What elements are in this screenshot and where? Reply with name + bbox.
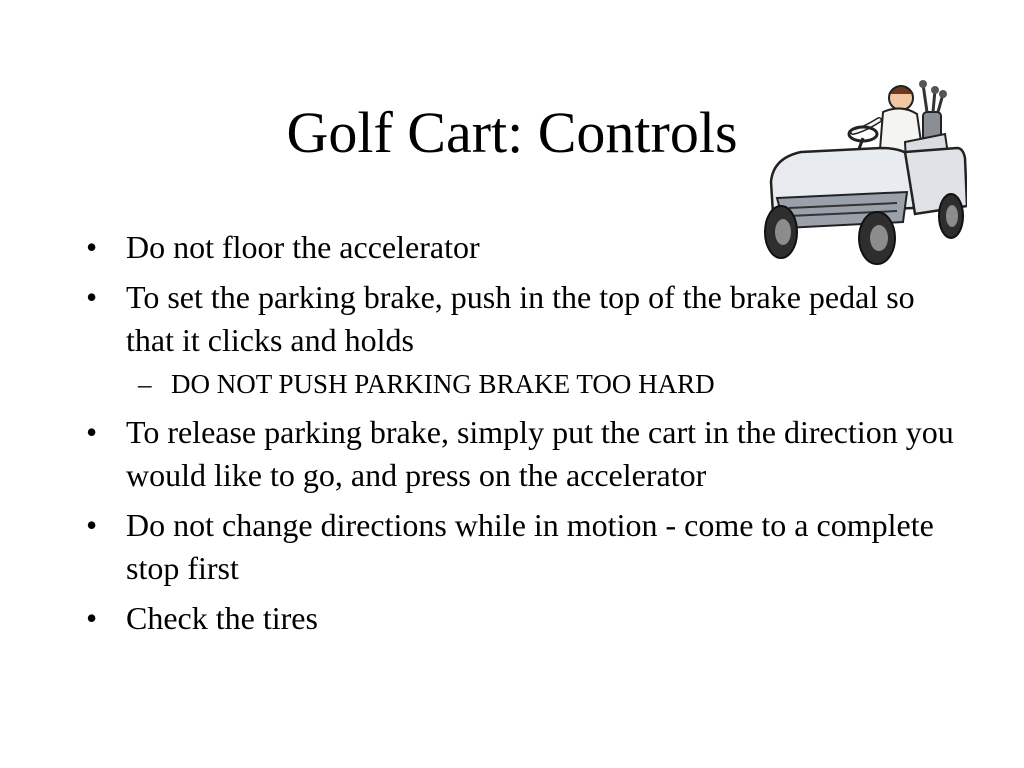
sub-bullet-text: DO NOT PUSH PARKING BRAKE TOO HARD <box>171 369 715 399</box>
bullet-text: To set the parking brake, push in the top of the brake pedal so that it clicks and holds <box>126 279 915 358</box>
bullet-marker: • <box>86 229 98 265</box>
sub-bullet-list <box>126 364 964 404</box>
bullet-text: Do not change directions while in motion - come to a complete stop first <box>126 507 934 586</box>
bullet-item <box>84 276 964 404</box>
bullet-list <box>84 226 964 647</box>
bullet-item <box>84 411 964 497</box>
sub-bullet-marker: – <box>138 369 152 399</box>
slide-title: Golf Cart: Controls <box>286 100 738 165</box>
bullet-marker: • <box>86 279 98 315</box>
bullet-text: Do not floor the accelerator <box>126 229 480 265</box>
bullet-marker: • <box>86 507 98 543</box>
sub-bullet-item <box>126 364 964 404</box>
bullet-marker: • <box>86 600 98 636</box>
bullet-item <box>84 504 964 590</box>
bullet-text: To release parking brake, simply put the cart in the direction you would like to go, and press on the accelerator <box>126 414 954 493</box>
bullet-text: Check the tires <box>126 600 318 636</box>
bullet-item <box>84 597 964 640</box>
bullet-marker: • <box>86 414 98 450</box>
bullet-item <box>84 226 964 269</box>
